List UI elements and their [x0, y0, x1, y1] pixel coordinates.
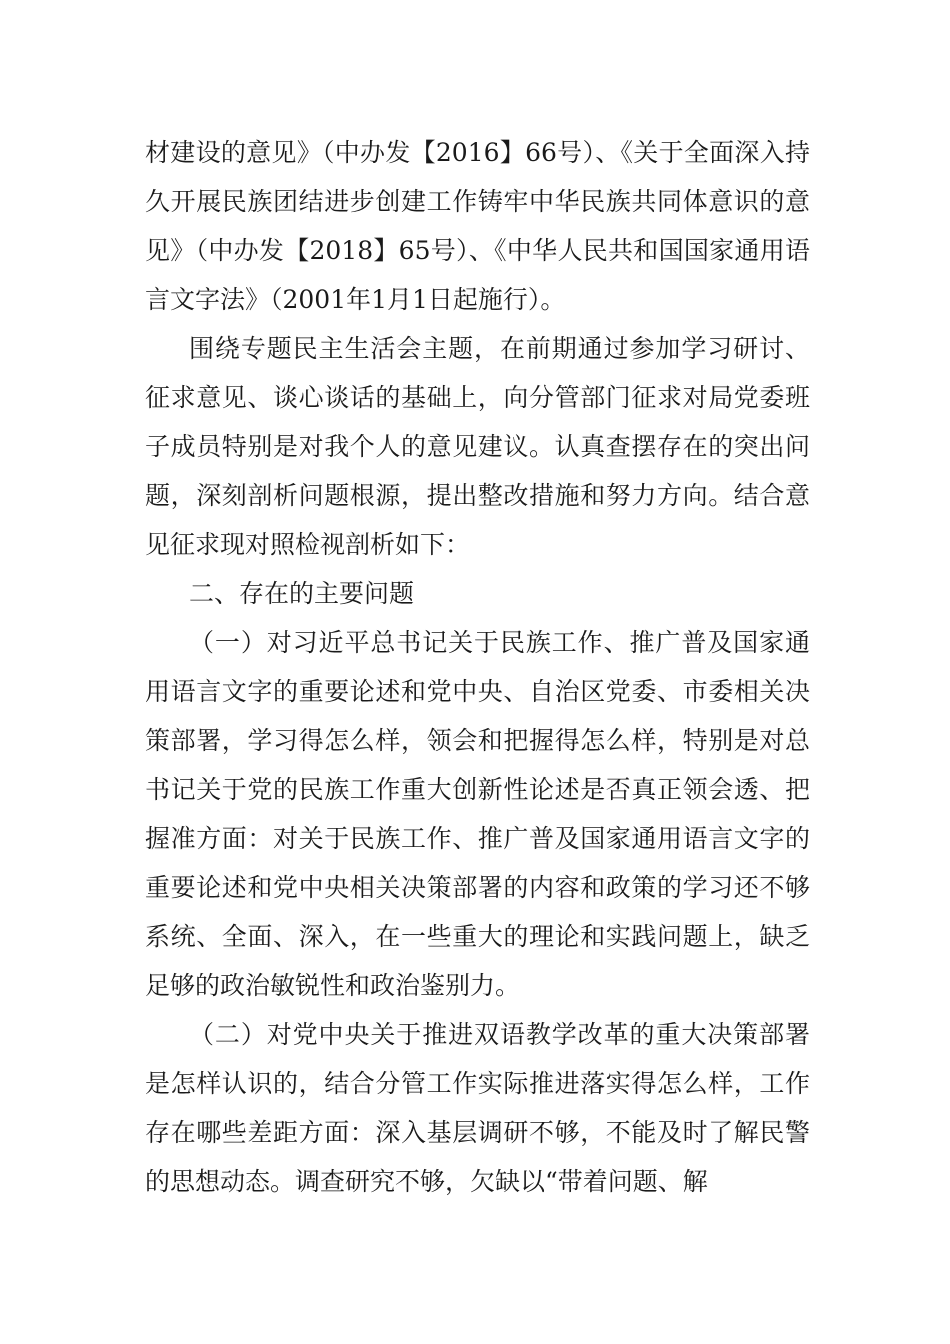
paragraph-problem-two: （二）对党中央关于推进双语教学改革的重大决策部署是怎样认识的，结合分管工作实际推进落实得怎么样，工作存在哪些差距方面：深入基层调研不够，不能及时了解民警的思想动态。调查研究不够，欠缺以“带着问题、解: [145, 1020, 810, 1196]
paragraph-problem-one: （一）对习近平总书记关于民族工作、推广普及国家通用语言文字的重要论述和党中央、自治区党委、市委相关决策部署，学习得怎么样，领会和把握得怎么样，特别是对总书记关于党的民族工作重大创新性论述是否真正领会透、把握准方面：对关于民族工作、推广普及国家通用语言文字的重要论述和党中央相关决策部署的内容和政策的学习还不够系统、全面、深入，在一些重大的理论和实践问题上，缺乏足够的政治敏锐性和政治鉴别力。: [145, 628, 810, 1000]
section-heading-main-problems: 二、存在的主要问题: [189, 579, 415, 608]
paragraph-introduction: 围绕专题民主生活会主题，在前期通过参加学习研讨、征求意见、谈心谈话的基础上，向分管部门征求对局党委班子成员特别是对我个人的意见建议。认真查摆存在的突出问题，深刻剖析问题根源，提出整改措施和努力方向。结合意见征求现对照检视剖析如下：: [145, 334, 810, 559]
document-body: [145, 128, 810, 1206]
paragraph-policy-references: 材建设的意见》（中办发【2016】66号）、《关于全面深入持久开展民族团结进步创建工作铸牢中华民族共同体意识的意见》（中办发【2018】65号）、《中华人民共和国国家通用语言文字法》（2001年1月1日起施行）。: [145, 138, 810, 314]
